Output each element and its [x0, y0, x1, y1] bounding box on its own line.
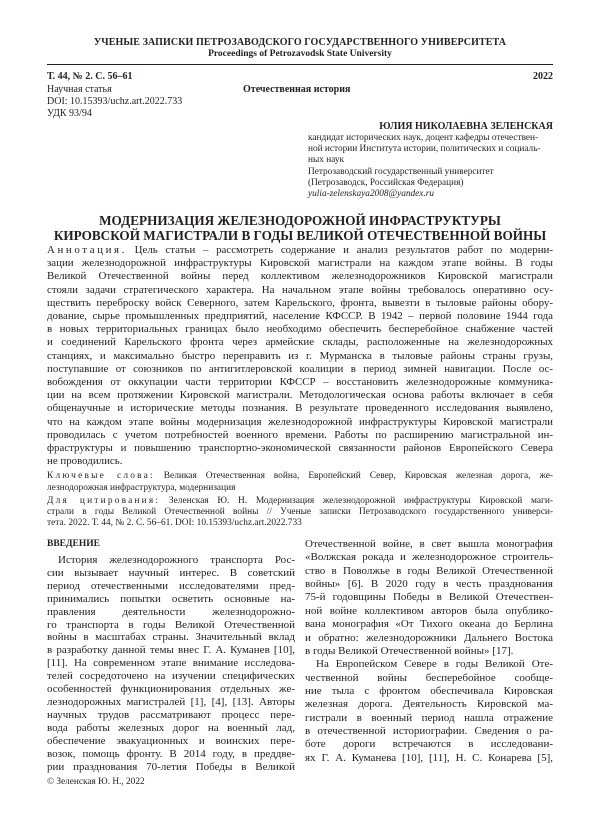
paragraph-line: го транспорта в годы Великой Отечественной [47, 618, 295, 631]
abstract-text: Цель статьи – рассмотреть содержание и анализ результатов работ по модерни- [134, 244, 553, 256]
citation-label: Для цитирования: [47, 496, 161, 506]
paragraph-line: ние тыла с фронтом обеспечивала Кировская [305, 684, 553, 697]
paragraph-line: вана монография «От Тихого океана до Берлина [305, 618, 553, 631]
paragraph-line: [11]. На современном этапе внимание исследова- [47, 657, 295, 670]
paragraph-line: возок, помощь фронту. В 2014 году, в преддве- [47, 747, 295, 760]
abstract-line: не проводились. [47, 455, 123, 468]
paragraph-line: войны» [6]. В 2020 году в честь празднования [305, 578, 553, 591]
paragraph-line: принимались попытки осветить основные на- [47, 592, 295, 605]
abstract [47, 244, 553, 468]
abstract-line: ции на всем протяжении Кировской магистрали. Методологическая основа работы включает в себя [47, 389, 553, 402]
affiliation-line: Петрозаводский государственный университет [308, 166, 494, 177]
copyright: © Зеленская Ю. Н., 2022 [47, 777, 145, 787]
paragraph [305, 538, 553, 658]
volume-pages: Т. 44, № 2. С. 56–61 [47, 71, 133, 82]
paragraph-line: телей сосредоточено на изучении специфических [47, 670, 295, 683]
abstract-line: общенаучные и исторические методы познания. В результате проведенного исследования выявлено, [47, 402, 553, 415]
citation-line: тета. 2022. Т. 44, № 2. С. 56–61. DOI: 10.15393/uchz.art.2022.733 [47, 518, 302, 529]
citation-line: страли в годы Великой Отечественной войны // Ученые записки Петрозаводского государственного универси- [47, 507, 553, 518]
author-name: ЮЛИЯ НИКОЛАЕВНА ЗЕЛЕНСКАЯ [379, 121, 553, 132]
paragraph-line: научных трудов рассматривают процесс пере- [47, 708, 295, 721]
abstract-line: что на каждом этапе войны модернизация железнодорожной инфраструктуры Кировской магистрали [47, 415, 553, 428]
paragraph-line: войны в масштабах страны. Значительный вклад [47, 631, 295, 644]
affiliation-line: ных наук [308, 155, 344, 166]
year: 2022 [533, 71, 553, 82]
abstract-line: станциях, и максимально быстро переправить из г. Мурманска в тыловые районы страны грузы, [47, 349, 553, 362]
paragraph-line: рии празднования 70-летия Победы в Великой [47, 760, 295, 773]
keywords-line: лезнодорожная инфраструктура, модернизация [47, 482, 236, 493]
citation-text: Зеленская Ю. Н. Модернизация железнодорожной инфраструктуры Кировской маги- [168, 496, 553, 506]
title-line: КИРОВСКОЙ МАГИСТРАЛИ В ГОДЫ ВЕЛИКОЙ ОТЕЧЕСТВЕННОЙ ВОЙНЫ [53, 227, 547, 243]
paragraph-line: лезнодорожных магистралей [1], [4], [13]. Авторы [47, 695, 295, 708]
paragraph [47, 554, 295, 773]
rubric: Отечественная история [243, 84, 351, 95]
paragraph-line: период отечественными исследователями пред- [47, 579, 295, 592]
author-email[interactable]: yulia-zelenskaya2008@yandex.ru [308, 189, 435, 200]
abstract-line: и соединений Карельского фронта через армейские склады, расположенные на железнодорожных [47, 336, 553, 349]
udk: УДК 93/94 [47, 108, 92, 119]
paragraph [305, 658, 553, 765]
citation [47, 496, 553, 530]
journal-subtitle: Proceedings of Petrozavodsk State University [208, 49, 392, 59]
affiliation-line: (Петрозаводск, Российская Федерация) [308, 177, 464, 188]
left-column [47, 554, 295, 773]
abstract-line: поступавшие от союзников по антигитлеровской коалиции в период зимней навигации. После ос- [47, 362, 553, 375]
section-heading: ВВЕДЕНИЕ [47, 539, 100, 549]
keywords-label: Ключевые слова: [47, 471, 155, 481]
paragraph-line: чественной войны бесперебойное сообще- [305, 671, 553, 684]
paragraph-line: ной войне коллективом авторов была опублико- [305, 604, 553, 617]
paragraph-line: правления деятельности железнодорожно- [47, 605, 295, 618]
paragraph-line: железная дорога. Деятельность Кировской ма- [305, 698, 553, 711]
doi: DOI: 10.15393/uchz.art.2022.733 [47, 96, 183, 107]
abstract-line: ществить переброску войск Северного, затем Карельского, фронта, вывезти в тыловые районы обору- [47, 296, 553, 309]
paragraph-line: гистрали в военный период нашла отражение [305, 711, 553, 724]
abstract-line: Великой Отечественной войны перед коллективом железнодорожников Кировской магистрали [47, 270, 553, 283]
paragraph-line: ях Г. А. Куманева [10], [11], Н. С. Конарева [5], [305, 751, 553, 764]
journal-title: УЧЕНЫЕ ЗАПИСКИ ПЕТРОЗАВОДСКОГО ГОСУДАРСТВЕННОГО УНИВЕРСИТЕТА [93, 37, 507, 48]
abstract-line: дование, сырье промышленных предприятий, население КФССР. В 1942 – первой половине 1944 года [47, 310, 553, 323]
paragraph-line: в отечественной историографии. Сведения о ра- [305, 725, 553, 738]
paragraph-line: особенностей функционирования отдельных же- [47, 683, 295, 696]
paragraph-line: «Волжская рокада и железнодорожное строитель- [305, 551, 553, 564]
article-title [0, 214, 600, 243]
affiliation-line: ной истории Института истории, политических и социаль- [308, 144, 541, 155]
article-type: Научная статья [47, 84, 112, 95]
paragraph-line: и обратно: железнодорожники Дальнего Востока [305, 631, 553, 644]
paragraph-line: ство в Поволжье в годы Великой Отечественной [305, 564, 553, 577]
paragraph-line: сии вызывает научный интерес. В советский [47, 566, 295, 579]
keywords-text: Великая Отечественная война, Европейский Север, Кировская железная дорога, же- [163, 471, 554, 481]
abstract-line: фраструктуры и повышению транспортно-экономической связанности районов Европейского Севера [47, 442, 553, 455]
paragraph-line: в разработку данной темы внес Г. А. Куманев [10], [47, 644, 295, 657]
title-line: МОДЕРНИЗАЦИЯ ЖЕЛЕЗНОДОРОЖНОЙ ИНФРАСТРУКТУРЫ [99, 213, 501, 228]
paragraph-line: История железнодорожного транспорта Рос- [58, 554, 295, 566]
abstract-line: проводилась с учетом потребностей военного времени. Работы по расширению магистральной ин- [47, 428, 553, 441]
author-affiliation [308, 133, 553, 200]
abstract-line: в новых территориальных границах было необходимо обеспечить бесперебойное снабжение частей [47, 323, 553, 336]
right-column [305, 538, 553, 765]
keywords [47, 471, 553, 494]
abstract-line: вобождения от оккупации части территории КФССР – восстановить железнодорожные коммуника- [47, 376, 553, 389]
paragraph-line: в годы Великой Отечественной войны» [17]. [305, 644, 514, 657]
affiliation-line: кандидат исторических наук, доцент кафедры отечествен- [308, 133, 539, 143]
header-rule [47, 64, 553, 65]
paragraph-line: Отечественной войне, в свет вышла монография [305, 538, 553, 550]
paragraph-line: боте дороги встречаются в исследовани- [305, 738, 553, 751]
abstract-line: стояли задачи стратегического характера. На начальном этапе войны требовалось оперативно осу- [47, 283, 553, 296]
paragraph-line: вода работы железных дорог на военный лад, [47, 721, 295, 734]
paragraph-line: На Европейском Севере в годы Великой Оте- [316, 658, 553, 671]
abstract-line: зации железнодорожной инфраструктуры Кировской магистрали на каждом этапе войны. В годы [47, 257, 553, 270]
paragraph-line: 75-й годовщины Победы в Великой Отечествен- [305, 591, 553, 604]
abstract-label: Аннотация. [47, 244, 127, 256]
paragraph-line: обеспечение эвакуационных и воинских пере- [47, 734, 295, 747]
